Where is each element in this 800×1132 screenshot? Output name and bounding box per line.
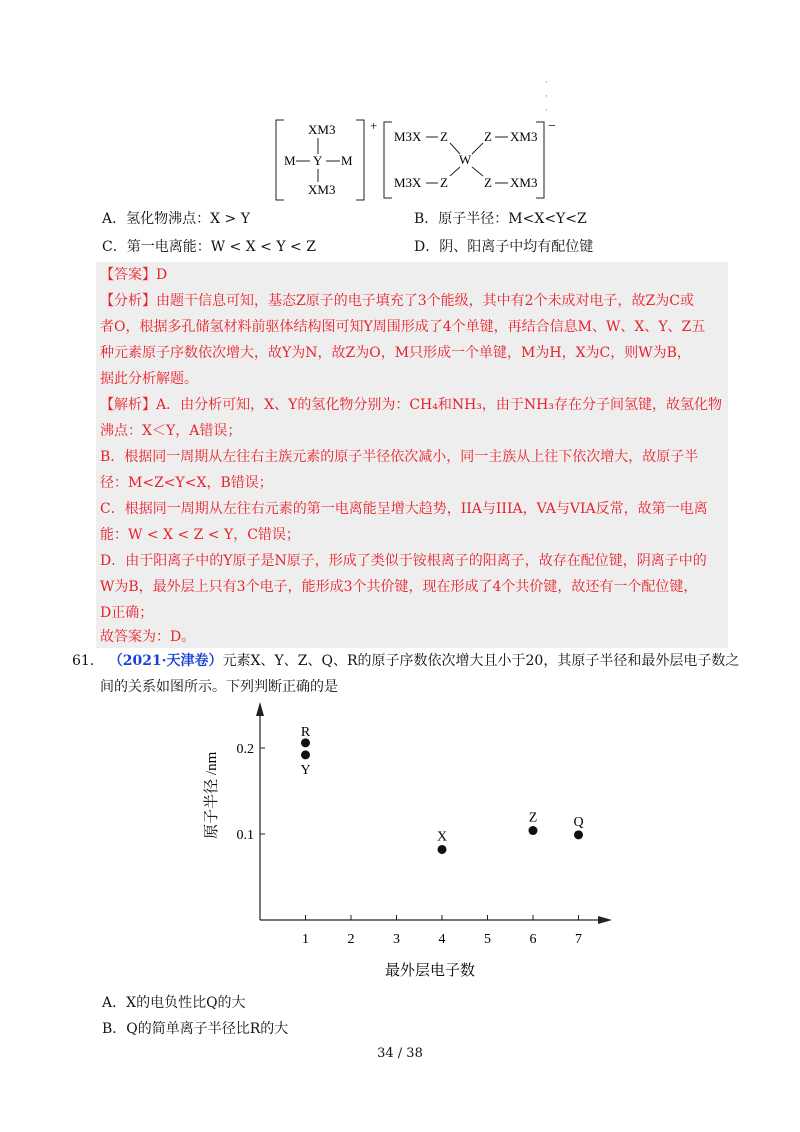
explain-line: B．根据同一周期从左往右主族元素的原子半径依次减小，同一主族从上往下依次增大，故原子半 (100, 449, 699, 465)
question-number: 61. (72, 653, 95, 669)
anion-br-z: Z (484, 175, 492, 190)
anion-bl-z: Z (440, 175, 448, 190)
explain-line: 径：M<Z<Y<X，B错误； (100, 475, 273, 491)
x-tick-label: 7 (575, 932, 582, 947)
data-point-x (438, 845, 447, 854)
point-label-r: R (300, 724, 311, 740)
question-text: 元素X、Y、Z、Q、R的原子序数依次增大且小于20，其原子半径和最外层电子数之 (222, 653, 740, 669)
cation-top: XM3 (308, 122, 336, 137)
data-point-q (574, 830, 583, 839)
explain-line: D正确； (100, 605, 154, 621)
analysis-line: 【分析】由题干信息可知，基态Z原子的电子填充了3个能级，其中有2个未成对电子，故Z为C或 (100, 293, 694, 309)
option-d: D．阴、阳离子中均有配位键 (414, 239, 594, 255)
question-source: （2021·天津卷） (108, 653, 223, 669)
explain-line: W为B，最外层上只有3个电子，能形成3个共价键，现在形成了4个共价键，故还有一个配位键， (100, 579, 698, 595)
option-c: C．第一电离能：W < X < Y < Z (102, 239, 316, 255)
page-number: 34 / 38 (377, 1046, 423, 1061)
x-tick-label: 5 (484, 932, 491, 947)
question-line (72, 650, 739, 672)
y-axis-label: 原子半径 /nm (204, 751, 220, 839)
anion-center: W (459, 152, 472, 167)
anion-tr-z: Z (484, 129, 492, 144)
cation-bottom: XM3 (308, 182, 336, 197)
cation-right: M (341, 153, 353, 168)
explain-line: 故答案为：D。 (100, 629, 196, 645)
answer-line: 【答案】D (100, 267, 168, 283)
x-axis-label: 最外层电子数 (384, 963, 476, 979)
x-tick-label: 2 (347, 932, 355, 947)
x-tick-label: 6 (529, 932, 537, 947)
option-b: B．原子半径：M<X<Y<Z (414, 211, 587, 227)
option-next-a: A．X的电负性比Q的大 (102, 995, 246, 1011)
y-tick-label: 0.1 (236, 828, 254, 843)
anion-tr-sub: XM3 (510, 129, 538, 144)
anion-tl-z: Z (440, 129, 448, 144)
explain-line: D．由于阳离子中的Y原子是N原子，形成了类似于铵根离子的阳离子，故存在配位键，阴离子中的 (100, 553, 707, 569)
cation-center: Y (313, 153, 323, 168)
structure-diagram (260, 112, 580, 208)
analysis-line: 种元素原子序数依次增大，故Y为N，故Z为O，M只形成一个单键，M为H，X为C，则W为B， (100, 345, 691, 361)
dot-mark: · (545, 106, 548, 116)
option-a: A．氢化物沸点：X > Y (102, 211, 250, 227)
data-point-z (529, 826, 538, 835)
x-tick-label: 1 (302, 932, 309, 947)
scatter-chart (190, 700, 620, 990)
analysis-line: 据此分析解题。 (100, 371, 198, 387)
x-tick-label: 4 (438, 932, 446, 947)
option-next-b: B．Q的简单离子半径比R的大 (102, 1021, 289, 1037)
cation-charge: + (370, 118, 378, 133)
anion-br-sub: XM3 (510, 175, 538, 190)
anion-bl-sub: M3X (394, 175, 422, 190)
explain-line: 能：W < X < Z < Y，C错误； (100, 527, 300, 543)
data-point-y (301, 750, 310, 759)
point-label-z: Z (528, 810, 538, 826)
x-axis-arrow (598, 916, 612, 924)
anion-tl-sub: M3X (394, 129, 422, 144)
question-line-2: 间的关系如图所示。下列判断正确的是 (100, 679, 338, 695)
point-label-q: Q (573, 814, 584, 830)
x-tick-label: 3 (393, 932, 400, 947)
point-label-y: Y (300, 762, 311, 778)
explain-line: 【解析】A．由分析可知，X、Y的氢化物分别为：CH₄和NH₃，由于NH₃存在分子间氢键，故氢化物 (100, 397, 722, 413)
dot-mark: · (545, 78, 548, 88)
analysis-line: 者O，根据多孔储氢材料前驱体结构图可知Y周围形成了4个单键，再结合信息M、W、X、Y、Z五 (100, 319, 706, 335)
y-axis-arrow (256, 702, 264, 716)
explain-line: C．根据同一周期从左往右元素的第一电离能呈增大趋势，IIA与IIIA，VA与VIA反常，故第一电离 (100, 501, 708, 517)
cation-left: M (284, 153, 296, 168)
explain-line: 沸点：X＜Y，A错误； (100, 423, 242, 439)
anion-charge: − (548, 119, 556, 134)
y-tick-label: 0.2 (236, 742, 254, 757)
point-label-x: X (436, 829, 448, 845)
dot-mark: · (545, 92, 548, 102)
